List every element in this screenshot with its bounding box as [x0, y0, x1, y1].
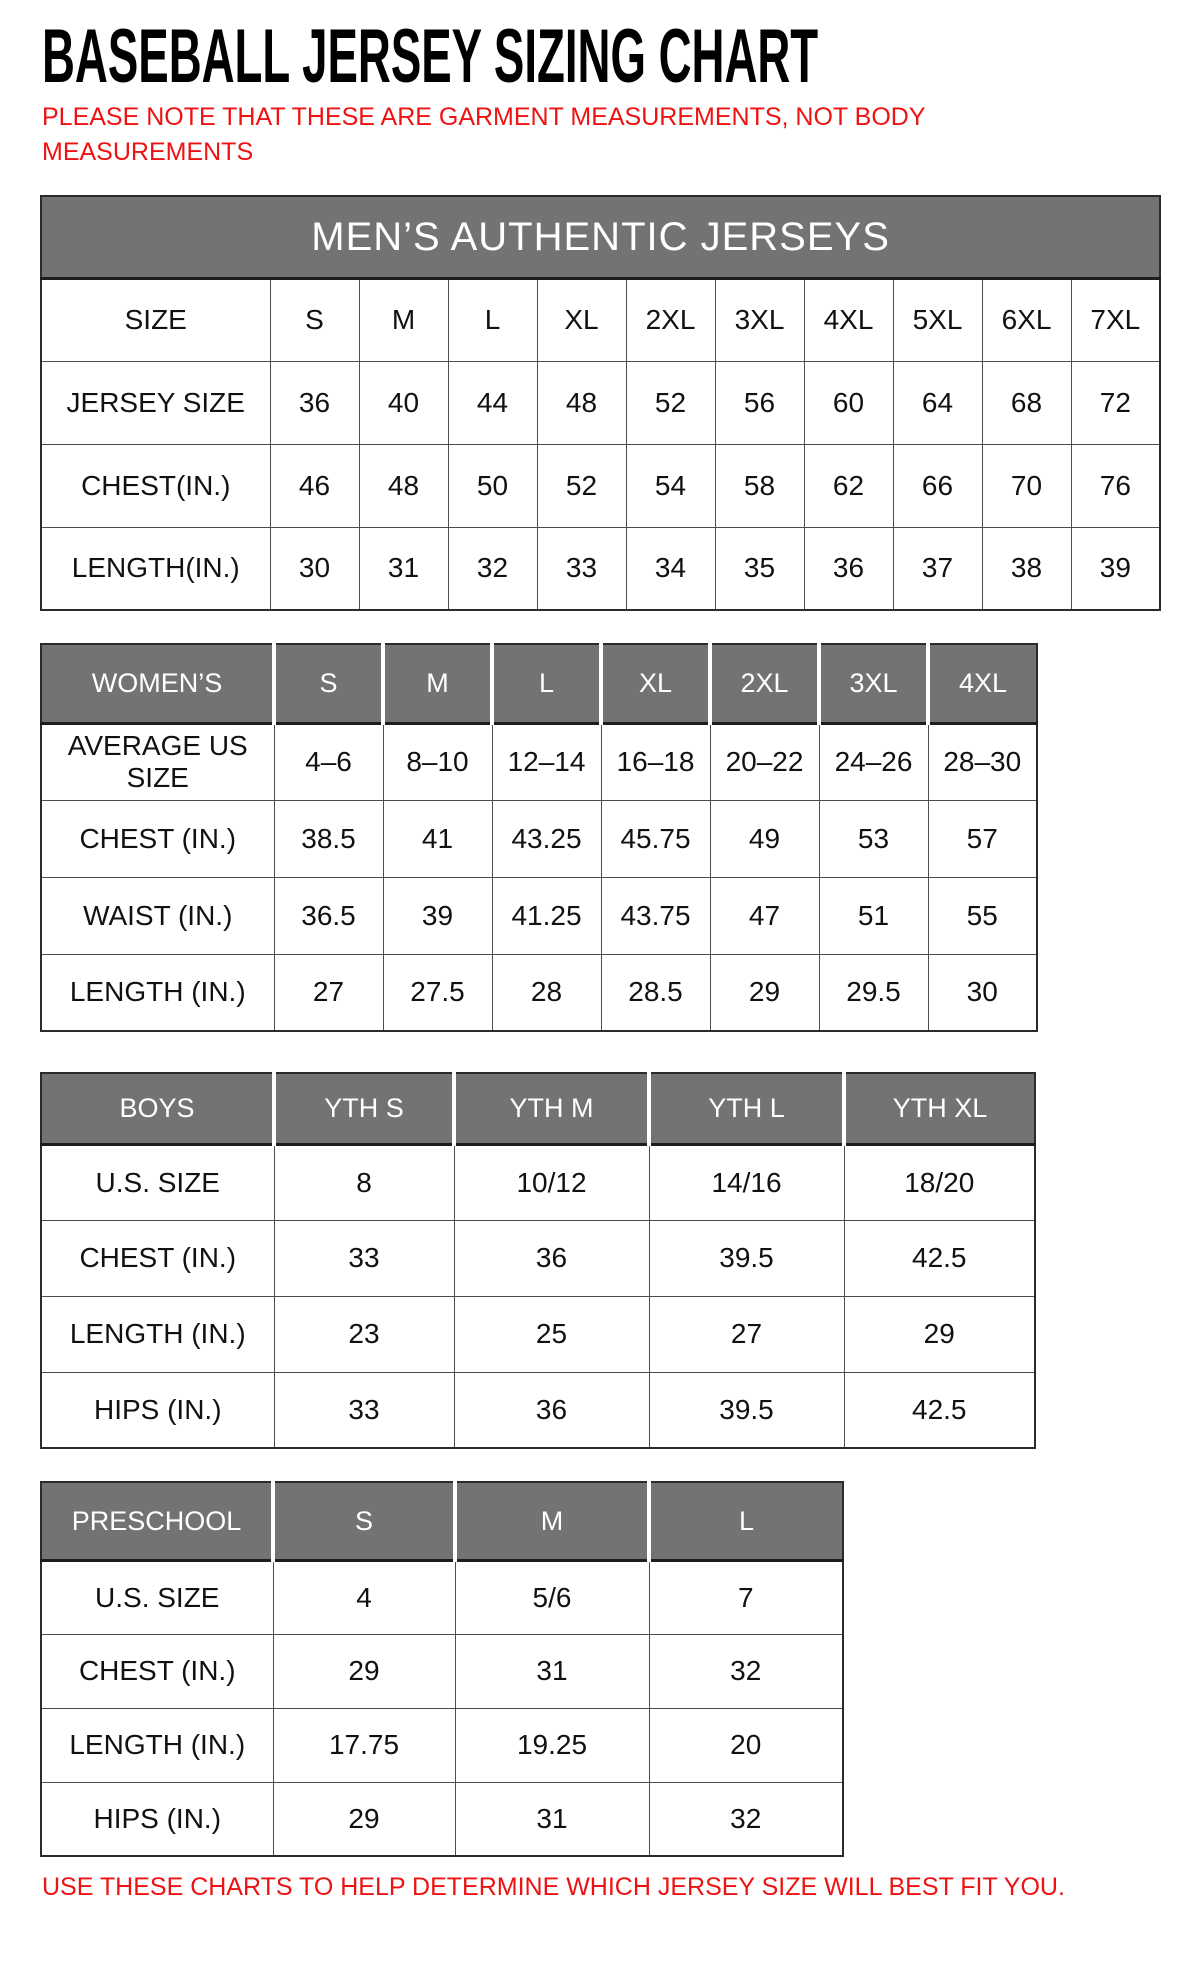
cell-value: 41: [383, 800, 492, 877]
table-header-row: [41, 1073, 1035, 1144]
column-header: 3XL: [819, 644, 928, 723]
cell-value: 36: [804, 527, 893, 610]
cell-value: 58: [715, 444, 804, 527]
cell-value: 49: [710, 800, 819, 877]
table-row: [41, 800, 1037, 877]
cell-value: 8: [274, 1144, 454, 1220]
cell-value: 52: [626, 361, 715, 444]
cell-value: 39: [1071, 527, 1160, 610]
cell-value: 29: [273, 1634, 455, 1708]
cell-value: 31: [455, 1634, 649, 1708]
table-row: [41, 1634, 843, 1708]
column-header: 2XL: [710, 644, 819, 723]
garment-measurements-note: [42, 100, 1200, 170]
column-header: L: [649, 1482, 843, 1560]
column-header: L: [492, 644, 601, 723]
table-row: [41, 278, 1160, 361]
cell-value: 12–14: [492, 723, 601, 800]
preschool-sizing-table: [40, 1481, 844, 1857]
row-label: U.S. SIZE: [41, 1144, 274, 1220]
table-row: [41, 954, 1037, 1031]
cell-value: 57: [928, 800, 1037, 877]
cell-value: 39: [383, 877, 492, 954]
table-row: [41, 877, 1037, 954]
footer-note: USE THESE CHARTS TO HELP DETERMINE WHICH JERSEY SIZE WILL BEST FIT YOU.: [42, 1873, 1065, 1902]
page-title: BASEBALL JERSEY SIZING CHART: [42, 14, 819, 99]
cell-value: 28: [492, 954, 601, 1031]
cell-value: 20–22: [710, 723, 819, 800]
cell-value: 53: [819, 800, 928, 877]
cell-value: 7XL: [1071, 278, 1160, 361]
cell-value: 36: [454, 1220, 649, 1296]
cell-value: 5/6: [455, 1560, 649, 1634]
row-label: LENGTH (IN.): [41, 1296, 274, 1372]
cell-value: 18/20: [844, 1144, 1035, 1220]
cell-value: XL: [537, 278, 626, 361]
table-row: [41, 1296, 1035, 1372]
cell-value: 4–6: [274, 723, 383, 800]
cell-value: 42.5: [844, 1372, 1035, 1448]
cell-value: 23: [274, 1296, 454, 1372]
cell-value: 64: [893, 361, 982, 444]
cell-value: 17.75: [273, 1708, 455, 1782]
cell-value: 42.5: [844, 1220, 1035, 1296]
cell-value: 36: [270, 361, 359, 444]
table-row: [41, 361, 1160, 444]
cell-value: 46: [270, 444, 359, 527]
mens-banner-row: [41, 196, 1160, 278]
table-header-row: [41, 1482, 843, 1560]
cell-value: 47: [710, 877, 819, 954]
cell-value: 7: [649, 1560, 843, 1634]
cell-value: 30: [928, 954, 1037, 1031]
cell-value: 32: [649, 1634, 843, 1708]
mens-sizing-table: [40, 195, 1161, 611]
cell-value: 56: [715, 361, 804, 444]
cell-value: 5XL: [893, 278, 982, 361]
cell-value: 33: [274, 1220, 454, 1296]
column-header: 4XL: [928, 644, 1037, 723]
cell-value: 54: [626, 444, 715, 527]
cell-value: 38.5: [274, 800, 383, 877]
cell-value: 33: [537, 527, 626, 610]
cell-value: 39.5: [649, 1220, 844, 1296]
cell-value: M: [359, 278, 448, 361]
cell-value: 8–10: [383, 723, 492, 800]
table-row: [41, 1220, 1035, 1296]
cell-value: 34: [626, 527, 715, 610]
table-row: [41, 1144, 1035, 1220]
cell-value: 31: [359, 527, 448, 610]
cell-value: 72: [1071, 361, 1160, 444]
cell-value: 4XL: [804, 278, 893, 361]
cell-value: 6XL: [982, 278, 1071, 361]
column-header: YTH M: [454, 1073, 649, 1144]
row-label: JERSEY SIZE: [41, 361, 270, 444]
cell-value: 38: [982, 527, 1071, 610]
cell-value: L: [448, 278, 537, 361]
column-header: M: [455, 1482, 649, 1560]
row-label: LENGTH (IN.): [41, 954, 274, 1031]
cell-value: 3XL: [715, 278, 804, 361]
column-header: XL: [601, 644, 710, 723]
cell-value: 31: [455, 1782, 649, 1856]
cell-value: 45.75: [601, 800, 710, 877]
cell-value: 41.25: [492, 877, 601, 954]
cell-value: 68: [982, 361, 1071, 444]
row-label: LENGTH (IN.): [41, 1708, 273, 1782]
cell-value: 29.5: [819, 954, 928, 1031]
cell-value: 43.25: [492, 800, 601, 877]
table-row: [41, 1708, 843, 1782]
cell-value: 62: [804, 444, 893, 527]
cell-value: 43.75: [601, 877, 710, 954]
row-label: HIPS (IN.): [41, 1372, 274, 1448]
table-row: [41, 1560, 843, 1634]
cell-value: 70: [982, 444, 1071, 527]
row-label: U.S. SIZE: [41, 1560, 273, 1634]
cell-value: 44: [448, 361, 537, 444]
column-header: S: [274, 644, 383, 723]
row-label: CHEST (IN.): [41, 800, 274, 877]
cell-value: 27: [649, 1296, 844, 1372]
column-header: S: [273, 1482, 455, 1560]
cell-value: 16–18: [601, 723, 710, 800]
row-label: WAIST (IN.): [41, 877, 274, 954]
cell-value: S: [270, 278, 359, 361]
cell-value: 50: [448, 444, 537, 527]
row-label: LENGTH(IN.): [41, 527, 270, 610]
cell-value: 35: [715, 527, 804, 610]
table-row: [41, 1372, 1035, 1448]
cell-value: 10/12: [454, 1144, 649, 1220]
cell-value: 36.5: [274, 877, 383, 954]
cell-value: 14/16: [649, 1144, 844, 1220]
cell-value: 36: [454, 1372, 649, 1448]
cell-value: 48: [359, 444, 448, 527]
boys-sizing-table: [40, 1072, 1036, 1449]
cell-value: 29: [844, 1296, 1035, 1372]
cell-value: 48: [537, 361, 626, 444]
cell-value: 76: [1071, 444, 1160, 527]
table-row: [41, 527, 1160, 610]
cell-value: 2XL: [626, 278, 715, 361]
cell-value: 24–26: [819, 723, 928, 800]
table-header-label: WOMEN’S: [41, 644, 274, 723]
row-label: CHEST(IN.): [41, 444, 270, 527]
cell-value: 30: [270, 527, 359, 610]
garment-note-line-1: PLEASE NOTE THAT THESE ARE GARMENT MEASUREMENTS, NOT BODY: [42, 103, 926, 132]
mens-table-banner: MEN’S AUTHENTIC JERSEYS: [41, 196, 1160, 278]
table-row: [41, 1782, 843, 1856]
cell-value: 29: [710, 954, 819, 1031]
row-label: SIZE: [41, 278, 270, 361]
table-header-label: PRESCHOOL: [41, 1482, 273, 1560]
cell-value: 27.5: [383, 954, 492, 1031]
cell-value: 27: [274, 954, 383, 1031]
table-header-label: BOYS: [41, 1073, 274, 1144]
cell-value: 39.5: [649, 1372, 844, 1448]
cell-value: 37: [893, 527, 982, 610]
table-row: [41, 723, 1037, 800]
garment-note-line-2: MEASUREMENTS: [42, 138, 254, 167]
column-header: YTH L: [649, 1073, 844, 1144]
cell-value: 52: [537, 444, 626, 527]
cell-value: 28.5: [601, 954, 710, 1031]
table-row: [41, 444, 1160, 527]
row-label: CHEST (IN.): [41, 1634, 273, 1708]
cell-value: 40: [359, 361, 448, 444]
column-header: YTH S: [274, 1073, 454, 1144]
cell-value: 28–30: [928, 723, 1037, 800]
column-header: YTH XL: [844, 1073, 1035, 1144]
row-label: AVERAGE US SIZE: [41, 723, 274, 800]
cell-value: 25: [454, 1296, 649, 1372]
cell-value: 4: [273, 1560, 455, 1634]
cell-value: 32: [448, 527, 537, 610]
cell-value: 60: [804, 361, 893, 444]
cell-value: 51: [819, 877, 928, 954]
cell-value: 20: [649, 1708, 843, 1782]
cell-value: 33: [274, 1372, 454, 1448]
womens-sizing-table: [40, 643, 1038, 1032]
row-label: HIPS (IN.): [41, 1782, 273, 1856]
table-header-row: [41, 644, 1037, 723]
column-header: M: [383, 644, 492, 723]
cell-value: 29: [273, 1782, 455, 1856]
cell-value: 32: [649, 1782, 843, 1856]
cell-value: 19.25: [455, 1708, 649, 1782]
cell-value: 66: [893, 444, 982, 527]
row-label: CHEST (IN.): [41, 1220, 274, 1296]
cell-value: 55: [928, 877, 1037, 954]
